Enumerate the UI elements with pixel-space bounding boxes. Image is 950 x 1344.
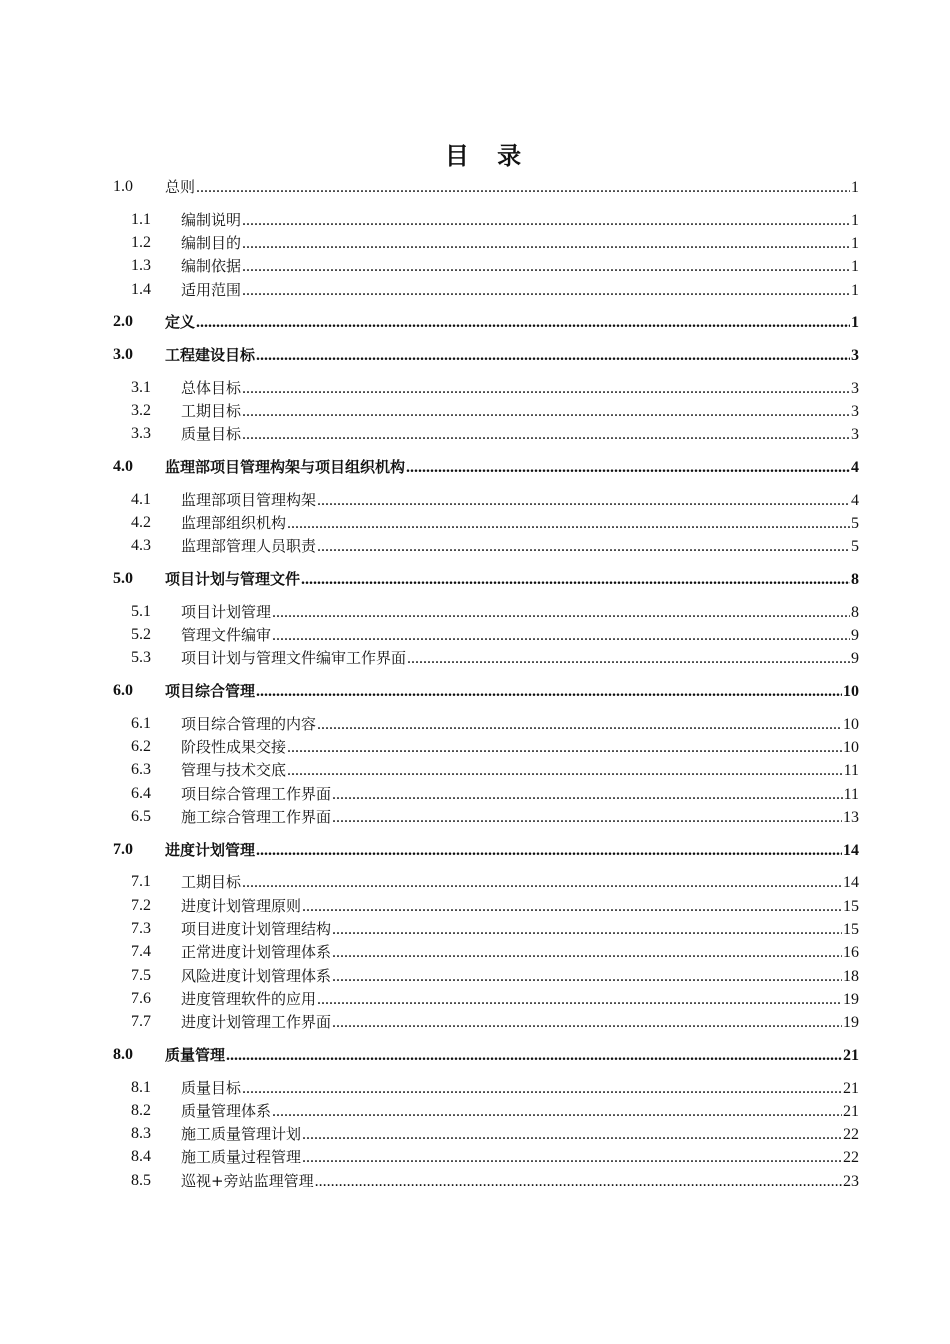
toc-leader-dots — [242, 872, 842, 894]
toc-entry-title: 监理部组织机构 — [181, 514, 287, 532]
toc-entry-number: 6.4 — [131, 784, 151, 802]
toc-entry-page: 9 — [851, 650, 859, 668]
toc-leader-dots — [242, 401, 850, 423]
toc-subsection-entry[interactable] — [0, 209, 950, 231]
toc-entry-title: 进度计划管理工作界面 — [181, 1013, 332, 1032]
toc-leader-dots — [332, 784, 843, 806]
toc-entry-title: 施工质量过程管理 — [181, 1148, 302, 1167]
toc-entry-page: 3 — [851, 379, 859, 397]
toc-subsection-entry[interactable] — [0, 377, 950, 399]
toc-entry-page: 5 — [851, 538, 859, 556]
toc-entry-page: 9 — [851, 627, 859, 644]
toc-entry-title: 编制依据 — [181, 257, 242, 276]
toc-subsection-entry[interactable] — [0, 871, 950, 893]
toc-subsection-entry[interactable] — [0, 489, 950, 511]
toc-entry-number: 7.1 — [131, 873, 151, 891]
toc-subsection-entry[interactable] — [0, 1100, 950, 1122]
toc-leader-dots — [332, 966, 842, 988]
toc-entry-number: 7.0 — [113, 840, 133, 858]
toc-entry-title: 编制目的 — [181, 234, 242, 252]
toc-entry-number: 3.2 — [131, 402, 151, 419]
toc-section-entry[interactable] — [0, 839, 950, 861]
toc-entry-page: 3 — [851, 426, 859, 444]
toc-entry-title: 项目综合管理 — [165, 682, 256, 700]
toc-entry-page: 10 — [843, 739, 859, 756]
toc-entry-page: 8 — [851, 571, 859, 588]
toc-leader-dots — [407, 648, 850, 670]
toc-entry-page: 23 — [843, 1172, 859, 1190]
toc-entry-title: 进度管理软件的应用 — [181, 989, 317, 1008]
toc-entry-page: 8 — [851, 603, 859, 621]
toc-subsection-entry[interactable] — [0, 279, 950, 301]
toc-entry-title: 总体目标 — [181, 378, 242, 397]
toc-entry-title: 阶段性成果交接 — [181, 738, 287, 756]
toc-entry-title: 工期目标 — [181, 873, 242, 892]
toc-subsection-entry[interactable] — [0, 601, 950, 623]
toc-leader-dots — [332, 942, 842, 964]
toc-entry-number: 7.5 — [131, 966, 151, 984]
toc-entry-page: 3 — [851, 403, 859, 420]
toc-entry-number: 1.4 — [131, 280, 151, 298]
toc-section-entry[interactable] — [0, 1044, 950, 1066]
toc-entry-page: 21 — [843, 1102, 859, 1120]
toc-subsection-entry[interactable] — [0, 941, 950, 963]
toc-entry-title: 定义 — [165, 313, 196, 332]
toc-subsection-entry[interactable] — [0, 713, 950, 735]
toc-section-entry[interactable] — [0, 311, 950, 333]
toc-subsection-entry[interactable] — [0, 783, 950, 805]
toc-entry-title: 项目进度计划管理结构 — [181, 919, 332, 938]
toc-entry-title: 项目综合管理工作界面 — [181, 784, 332, 803]
toc-entry-title: 适用范围 — [181, 280, 242, 299]
toc-entry-number: 7.2 — [131, 896, 151, 914]
toc-leader-dots — [317, 536, 850, 558]
toc-entry-title: 风险进度计划管理体系 — [181, 966, 332, 985]
toc-entry-page: 21 — [843, 1079, 859, 1097]
toc-leader-dots — [226, 1045, 842, 1067]
toc-entry-page: 1 — [851, 314, 859, 332]
toc-leader-dots — [256, 840, 842, 862]
toc-entry-number: 5.1 — [131, 602, 151, 620]
toc-entry-number: 3.1 — [131, 378, 151, 396]
toc-leader-dots — [332, 919, 842, 941]
toc-entry-title: 监理部管理人员职责 — [181, 537, 317, 556]
toc-section-entry[interactable] — [0, 176, 950, 198]
toc-subsection-entry[interactable] — [0, 647, 950, 669]
toc-leader-dots — [287, 513, 850, 535]
toc-leader-dots — [301, 569, 850, 591]
toc-subsection-entry[interactable] — [0, 400, 950, 422]
toc-entry-page: 13 — [843, 808, 859, 826]
toc-entry-number: 3.3 — [131, 425, 151, 443]
toc-leader-dots — [302, 1147, 842, 1169]
toc-entry-number: 8.1 — [131, 1078, 151, 1096]
toc-entry-number: 5.3 — [131, 649, 151, 667]
toc-subsection-entry[interactable] — [0, 535, 950, 557]
toc-entry-page: 1 — [851, 179, 859, 196]
toc-entry-title: 进度计划管理 — [165, 840, 256, 859]
toc-leader-dots — [196, 312, 850, 334]
toc-leader-dots — [332, 807, 842, 829]
toc-entry-number: 1.2 — [131, 234, 151, 251]
toc-entry-title: 质量管理体系 — [181, 1101, 272, 1120]
toc-entry-title: 管理文件编审 — [181, 626, 272, 644]
toc-entry-page: 4 — [851, 459, 859, 476]
toc-subsection-entry[interactable] — [0, 988, 950, 1010]
toc-entry-page: 16 — [843, 944, 859, 962]
toc-entry-page: 15 — [843, 920, 859, 938]
toc-leader-dots — [406, 457, 850, 479]
toc-entry-number: 8.3 — [131, 1125, 151, 1143]
toc-entry-title: 施工综合管理工作界面 — [181, 807, 332, 826]
toc-leader-dots — [272, 1101, 842, 1123]
toc-entry-page: 1 — [851, 211, 859, 229]
toc-leader-dots — [317, 714, 842, 736]
toc-entry-page: 5 — [851, 515, 859, 532]
toc-entry-number: 6.0 — [113, 682, 133, 699]
toc-subsection-entry[interactable] — [0, 232, 950, 254]
toc-entry-page: 21 — [843, 1046, 859, 1064]
toc-entry-title: 巡视+旁站监理管理 — [181, 1171, 314, 1190]
toc-leader-dots — [196, 177, 850, 199]
toc-leader-dots — [287, 737, 842, 759]
toc-leader-dots — [302, 896, 842, 918]
toc-leader-dots — [242, 256, 850, 278]
toc-subsection-entry[interactable] — [0, 965, 950, 987]
toc-entry-number: 3.0 — [113, 346, 133, 363]
toc-subsection-entry[interactable] — [0, 918, 950, 940]
toc-subsection-entry[interactable] — [0, 1011, 950, 1033]
toc-entry-title: 施工质量管理计划 — [181, 1125, 302, 1144]
toc-leader-dots — [242, 1078, 842, 1100]
toc-entry-page: 14 — [843, 874, 859, 892]
toc-entry-number: 7.6 — [131, 989, 151, 1007]
toc-subsection-entry[interactable] — [0, 255, 950, 277]
toc-subsection-entry[interactable] — [0, 512, 950, 534]
toc-leader-dots — [272, 625, 850, 647]
toc-leader-dots — [256, 681, 842, 703]
toc-leader-dots — [242, 424, 850, 446]
toc-leader-dots — [242, 280, 850, 302]
toc-entry-number: 4.1 — [131, 490, 151, 508]
toc-entry-number: 5.0 — [113, 570, 133, 587]
toc-entry-page: 22 — [843, 1149, 859, 1167]
toc-section-entry[interactable] — [0, 680, 950, 702]
toc-entry-number: 1.3 — [131, 257, 151, 275]
toc-entry-number: 7.3 — [131, 919, 151, 937]
toc-entry-number: 8.2 — [131, 1101, 151, 1119]
toc-entry-title: 质量目标 — [181, 1078, 242, 1097]
toc-entry-number: 4.3 — [131, 537, 151, 555]
toc-entry-page: 1 — [851, 258, 859, 276]
toc-entry-title: 进度计划管理原则 — [181, 896, 302, 915]
toc-entry-number: 5.2 — [131, 626, 151, 643]
toc-entry-page: 1 — [851, 235, 859, 252]
toc-entry-title: 工期目标 — [181, 402, 242, 420]
toc-subsection-entry[interactable] — [0, 736, 950, 758]
toc-leader-dots — [317, 490, 850, 512]
toc-entry-title: 监理部项目管理构架 — [181, 490, 317, 509]
toc-entry-number: 6.1 — [131, 714, 151, 732]
toc-subsection-entry[interactable] — [0, 624, 950, 646]
toc-entry-title: 工程建设目标 — [165, 346, 256, 364]
toc-entry-title: 正常进度计划管理体系 — [181, 943, 332, 962]
toc-entry-number: 6.5 — [131, 807, 151, 825]
toc-leader-dots — [287, 760, 843, 782]
toc-entry-page: 14 — [843, 841, 859, 859]
toc-subsection-entry[interactable] — [0, 759, 950, 781]
toc-leader-dots — [302, 1124, 842, 1146]
toc-leader-dots — [272, 602, 850, 624]
toc-entry-number: 7.7 — [131, 1013, 151, 1031]
toc-entry-page: 11 — [843, 785, 859, 803]
toc-entry-title: 编制说明 — [181, 210, 242, 229]
toc-leader-dots — [242, 233, 850, 255]
toc-entry-title: 监理部项目管理构架与项目组织机构 — [165, 458, 406, 476]
toc-entry-title: 管理与技术交底 — [181, 761, 287, 780]
toc-subsection-entry[interactable] — [0, 423, 950, 445]
toc-entry-number: 1.1 — [131, 210, 151, 228]
toc-subsection-entry[interactable] — [0, 895, 950, 917]
toc-entry-page: 18 — [843, 967, 859, 985]
toc-entry-number: 1.0 — [113, 178, 133, 195]
toc-leader-dots — [315, 1171, 842, 1193]
toc-leader-dots — [317, 989, 842, 1011]
toc-entry-page: 15 — [843, 897, 859, 915]
toc-subsection-entry[interactable] — [0, 1077, 950, 1099]
toc-title: 目 录 — [444, 142, 532, 170]
toc-entry-title: 项目计划与管理文件编审工作界面 — [181, 649, 407, 668]
toc-section-entry[interactable] — [0, 568, 950, 590]
toc-leader-dots — [332, 1012, 842, 1034]
toc-entry-page: 19 — [843, 1014, 859, 1032]
toc-leader-dots — [242, 378, 850, 400]
toc-entry-page: 1 — [851, 281, 859, 299]
toc-entry-title: 项目计划与管理文件 — [165, 570, 301, 588]
toc-entry-number: 8.0 — [113, 1045, 133, 1063]
toc-entry-title: 质量管理 — [165, 1045, 226, 1064]
toc-entry-page: 10 — [843, 683, 859, 700]
toc-subsection-entry[interactable] — [0, 1146, 950, 1168]
toc-leader-dots — [256, 345, 850, 367]
toc-entry-title: 项目综合管理的内容 — [181, 714, 317, 733]
toc-subsection-entry[interactable] — [0, 806, 950, 828]
toc-entry-number: 2.0 — [113, 313, 133, 331]
toc-entry-number: 8.4 — [131, 1148, 151, 1166]
toc-entry-number: 6.2 — [131, 738, 151, 755]
toc-entry-title: 项目计划管理 — [181, 602, 272, 621]
toc-entry-number: 4.0 — [113, 458, 133, 475]
toc-leader-dots — [242, 210, 850, 232]
toc-subsection-entry[interactable] — [0, 1123, 950, 1145]
toc-entry-number: 6.3 — [131, 761, 151, 779]
toc-entry-title: 质量目标 — [181, 425, 242, 444]
toc-entry-title: 总则 — [165, 178, 196, 196]
toc-entry-page: 4 — [851, 491, 859, 509]
toc-entry-page: 22 — [843, 1126, 859, 1144]
toc-section-entry[interactable] — [0, 456, 950, 478]
toc-section-entry[interactable] — [0, 344, 950, 366]
toc-entry-page: 10 — [843, 715, 859, 733]
toc-entry-page: 11 — [843, 762, 859, 780]
toc-entry-number: 4.2 — [131, 514, 151, 531]
toc-subsection-entry[interactable] — [0, 1170, 950, 1192]
toc-entry-number: 7.4 — [131, 943, 151, 961]
toc-entry-number: 8.5 — [131, 1171, 151, 1189]
toc-entry-page: 3 — [851, 347, 859, 364]
toc-entry-page: 19 — [843, 990, 859, 1008]
